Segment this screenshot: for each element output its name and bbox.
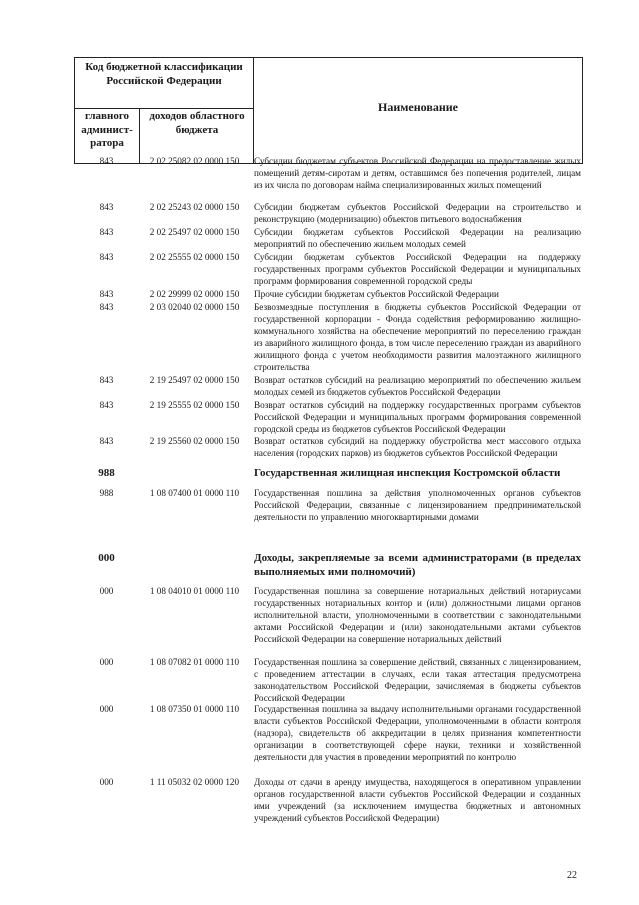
row-name: Государственная пошлина за совершение действий, связанных с лицензированием, с проведением аттестации в случаях, если такая аттестация предусмотрена законодательством Российской Федерации, зачисляемая в бюджеты субъектов Российской Федерации <box>254 657 581 703</box>
row-name: Государственная пошлина за совершение нотариальных действий нотариусами государственных нотариальных контор и (или) должностными лицами органов исполнительной власти, уполномоченными в соответствии с законодательными актами Российской Федерации и (или) законодательными актами субъектов Российской Федерации на совершение нотариальных действий <box>254 586 581 644</box>
budget-code: 2 02 25082 02 0000 150 <box>149 156 240 166</box>
admin-code: 843 <box>99 436 114 446</box>
rule <box>582 57 583 164</box>
admin-code: 843 <box>99 375 114 385</box>
admin-code: 000 <box>99 657 114 667</box>
row-name: Субсидии бюджетам субъектов Российской Федерации на предоставление жилых помещений детям-сиротам и детям, оставшимся без попечения родителей, лицам из их числа по договорам найма специализированных жилых помещений <box>254 156 581 190</box>
rule <box>74 57 583 58</box>
admin-code: 843 <box>99 227 114 237</box>
table-header <box>74 57 583 164</box>
row-name: Прочие субсидии бюджетам субъектов Российской Федерации <box>254 289 499 299</box>
row-name: Субсидии бюджетам субъектов Российской Федерации на реализацию мероприятий по обеспечению жильем молодых семей <box>254 227 581 249</box>
budget-code: 2 19 25497 02 0000 150 <box>149 375 240 385</box>
budget-code: 1 08 07082 01 0000 110 <box>149 657 240 667</box>
admin-code: 843 <box>99 202 114 212</box>
header-name-label: Наименование <box>378 100 458 114</box>
budget-code: 2 03 02040 02 0000 150 <box>149 302 240 312</box>
header-admin-label: главного админист-ратора <box>81 110 133 149</box>
row-name: Субсидии бюджетам субъектов Российской Федерации на строительство и реконструкцию (модернизацию) объектов питьевого водоснабжения <box>254 202 581 224</box>
section-title: Доходы, закрепляемые за всеми администраторами (в пределах выполняемых ими полномочий) <box>254 552 581 578</box>
admin-code: 843 <box>99 400 114 410</box>
header-income-label: доходов областного бюджета <box>149 110 245 136</box>
row-name: Безвозмездные поступления в бюджеты субъектов Российской Федерации от государственной корпорации - Фонда содействия реформированию жилищно-коммунального хозяйства на обеспечение мероприятий по переселению граждан из аварийного жилищного фонда, в том числе переселению граждан из аварийного жилищного фонда с учетом необходимости развития малоэтажного жилищного строительства <box>254 302 581 372</box>
header-group-label: Код бюджетной классификации Российской Федерации <box>85 61 243 87</box>
row-name: Доходы от сдачи в аренду имущества, находящегося в оперативном управлении органов государственной власти субъектов Российской Федерации и созданных ими учреждений (за исключением имущества бюджетных и автономных учреждений субъектов Российской Федерации) <box>254 777 581 823</box>
admin-code: 843 <box>99 289 114 299</box>
row-name: Возврат остатков субсидий на реализацию мероприятий по обеспечению жильем молодых семей из бюджетов субъектов Российской Федерации <box>254 375 581 397</box>
row-name: Возврат остатков субсидий на поддержку государственных программ субъектов Российской Федерации и муниципальных программ формирования современной городской среды из бюджетов субъектов Российской Федерации <box>254 400 581 434</box>
budget-code: 1 08 04010 01 0000 110 <box>149 586 240 596</box>
admin-code: 000 <box>99 586 114 596</box>
admin-code: 988 <box>99 488 114 498</box>
budget-code: 2 19 25555 02 0000 150 <box>149 400 240 410</box>
budget-code: 2 02 25243 02 0000 150 <box>149 202 240 212</box>
section-admin-code: 000 <box>98 552 115 564</box>
admin-code: 000 <box>99 704 114 714</box>
budget-code: 1 11 05032 02 0000 120 <box>149 777 240 787</box>
section-title: Государственная жилищная инспекция Костромской области <box>254 467 561 479</box>
budget-code: 1 08 07400 01 0000 110 <box>149 488 240 498</box>
section-admin-code: 988 <box>98 467 115 479</box>
budget-code: 2 02 29999 02 0000 150 <box>149 289 240 299</box>
row-name: Государственная пошлина за действия уполномоченных органов субъектов Российской Федерации, связанные с лицензированием предпринимательской деятельности по управлению многоквартирными домами <box>254 488 581 522</box>
admin-code: 000 <box>99 777 114 787</box>
budget-code: 1 08 07350 01 0000 110 <box>149 704 240 714</box>
admin-code: 843 <box>99 302 114 312</box>
budget-code: 2 02 25497 02 0000 150 <box>149 227 240 237</box>
page-number: 22 <box>567 870 577 881</box>
rule <box>74 108 253 109</box>
row-name: Государственная пошлина за выдачу исполнительными органами государственной власти субъектов Российской Федерации, уполномоченными в области контроля (надзора), свидетельств об аккредитации в целях признания компетентности организации в соответствующей сфере науки, техники и хозяйственной деятельности для участия в проведении мероприятий по контролю <box>254 704 581 762</box>
budget-code: 2 19 25560 02 0000 150 <box>149 436 240 446</box>
row-name: Возврат остатков субсидий на поддержку обустройства мест массового отдыха населения (городских парков) из бюджетов субъектов Российской Федерации <box>254 436 581 458</box>
admin-code: 843 <box>99 156 114 166</box>
budget-code: 2 02 25555 02 0000 150 <box>149 252 240 262</box>
admin-code: 843 <box>99 252 114 262</box>
row-name: Субсидии бюджетам субъектов Российской Федерации на поддержку государственных программ субъектов Российской Федерации и муниципальных программ формирования современной городской среды <box>254 252 581 286</box>
